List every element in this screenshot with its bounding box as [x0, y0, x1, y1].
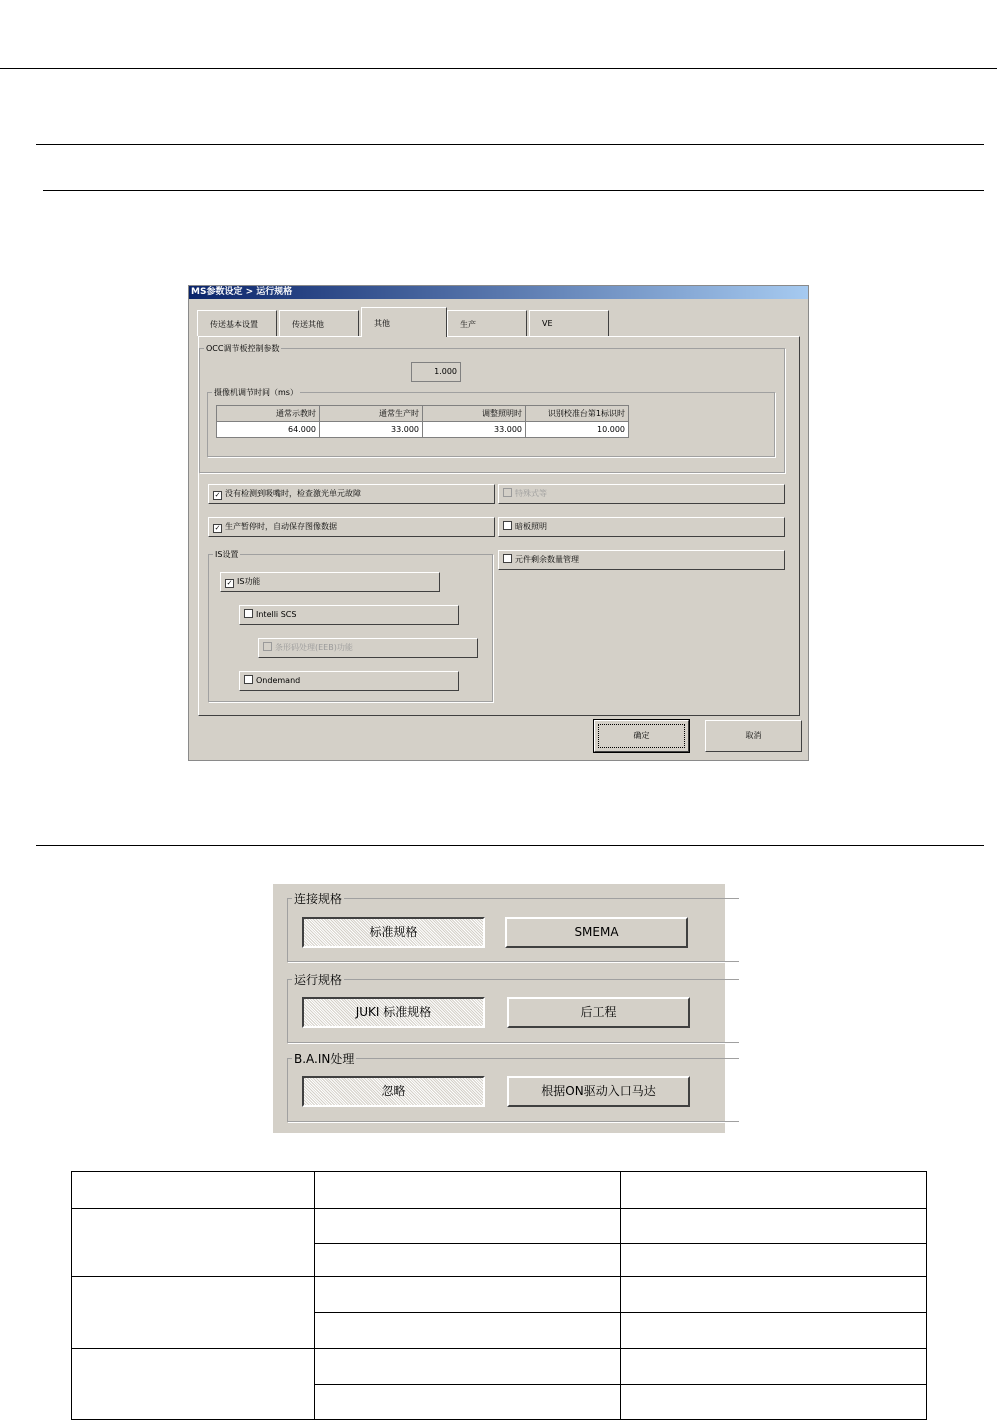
bain-processing-label: B.A.IN处理 — [294, 1052, 355, 1066]
special-check-checkbox — [498, 484, 785, 504]
camera-header: 通常示教时 — [217, 406, 320, 422]
occ-value-field: 1.000 — [411, 362, 461, 382]
checkbox-box — [244, 675, 253, 684]
table-cell — [621, 1277, 927, 1313]
ms-parameter-dialog — [188, 285, 809, 761]
tab-ve[interactable] — [529, 310, 609, 336]
camera-time-group — [207, 388, 775, 457]
operation-spec-group — [287, 973, 739, 1043]
checkbox-box — [244, 609, 253, 618]
ok-button[interactable] — [594, 720, 689, 752]
ondemand-checkbox[interactable] — [239, 671, 459, 691]
tab-transfer-basic[interactable] — [197, 310, 277, 336]
remaining-parts-checkbox[interactable] — [498, 550, 785, 570]
bain-processing-group — [287, 1052, 739, 1122]
checkbox-label: IS功能 — [237, 577, 261, 586]
table-cell — [315, 1277, 621, 1313]
table-cell — [315, 1209, 621, 1244]
table-cell — [621, 1209, 927, 1244]
is-settings-group — [208, 550, 493, 702]
operation-spec-label: 运行规格 — [294, 973, 343, 987]
checkbox-box — [263, 642, 272, 651]
tab-transfer-other[interactable] — [279, 310, 359, 336]
table-cell — [72, 1349, 315, 1420]
table-cell — [315, 1349, 621, 1385]
section-rule-2 — [43, 190, 984, 191]
camera-value-cell[interactable]: 10.000 — [526, 422, 629, 438]
checkbox-box: ✓ — [214, 491, 221, 499]
camera-group-label: 摄像机调节时间（ms） — [214, 388, 298, 397]
checkbox-box: ✓ — [214, 524, 221, 532]
table-cell — [72, 1209, 315, 1277]
table-cell — [315, 1172, 621, 1209]
tab-label: 传送基本设置 — [210, 320, 258, 329]
camera-value-cell[interactable]: 33.000 — [320, 422, 423, 438]
backlight-checkbox[interactable] — [498, 517, 785, 537]
tab-label: VE — [542, 319, 553, 328]
auto-save-checkbox[interactable] — [208, 517, 495, 537]
smema-button[interactable]: SMEMA — [505, 917, 688, 948]
is-group-label: IS设置 — [215, 550, 239, 559]
laser-check-checkbox[interactable] — [208, 484, 495, 504]
checkbox-label: 条形码处理(EEB)功能 — [275, 643, 353, 652]
table-cell — [315, 1313, 621, 1349]
checkbox-box — [503, 521, 512, 530]
checkbox-label: 特殊式等 — [515, 489, 547, 498]
checkbox-label: 没有检测到吸嘴时，检查激光单元故障 — [225, 489, 361, 498]
checkbox-label: 暗板照明 — [515, 522, 547, 531]
occ-group-label: OCC调节板控制参数 — [206, 344, 280, 353]
focus-ring — [598, 724, 685, 748]
table-cell — [621, 1313, 927, 1349]
ignore-button[interactable]: 忽略 — [302, 1076, 485, 1107]
checkbox-label: Ondemand — [256, 676, 301, 685]
drive-entrance-motor-button[interactable]: 根据ON驱动入口马达 — [507, 1076, 690, 1107]
table-row — [72, 1172, 927, 1209]
tab-label: 其他 — [374, 319, 390, 328]
section-rule-3 — [36, 845, 984, 846]
standard-spec-button[interactable]: 标准规格 — [302, 917, 485, 948]
tab-production[interactable] — [447, 310, 527, 336]
camera-header: 识别校准台第1标识时 — [526, 406, 629, 422]
table-cell — [72, 1277, 315, 1349]
checkbox-box — [503, 488, 512, 497]
table-cell — [621, 1244, 927, 1277]
table-cell — [315, 1244, 621, 1277]
cancel-button-label: 取消 — [745, 731, 762, 740]
camera-value-cell[interactable]: 64.000 — [217, 422, 320, 438]
tab-label: 生产 — [460, 320, 476, 329]
table-cell — [315, 1385, 621, 1420]
table-row — [72, 1277, 927, 1313]
connection-spec-group — [287, 892, 739, 962]
cancel-button[interactable] — [705, 720, 802, 752]
post-process-button[interactable]: 后工程 — [507, 997, 690, 1028]
connection-spec-label: 连接规格 — [294, 892, 343, 906]
checkbox-label: 元件剩余数量管理 — [515, 555, 579, 564]
barcode-function-checkbox — [258, 638, 478, 658]
table-cell — [621, 1349, 927, 1385]
ok-button-label: 确定 — [633, 731, 650, 740]
camera-header: 通常生产时 — [320, 406, 423, 422]
table-cell — [621, 1385, 927, 1420]
camera-time-table — [216, 405, 629, 438]
checkbox-box: ✓ — [226, 579, 233, 587]
header-rule — [0, 68, 997, 69]
table-row — [72, 1209, 927, 1244]
intelli-scs-checkbox[interactable] — [239, 605, 459, 625]
checkbox-label: Intelli SCS — [256, 610, 297, 619]
empty-spec-table — [71, 1171, 927, 1420]
table-cell — [621, 1172, 927, 1209]
checkbox-box — [503, 554, 512, 563]
camera-value-cell[interactable]: 33.000 — [423, 422, 526, 438]
tab-label: 传送其他 — [292, 320, 324, 329]
checkbox-label: 生产暂停时，自动保存图像数据 — [225, 522, 337, 531]
table-row — [72, 1349, 927, 1385]
table-cell — [72, 1172, 315, 1209]
dialog-title: MS参数设定 > 运行规格 — [189, 286, 808, 299]
tab-pane-other — [198, 336, 800, 716]
tab-other[interactable] — [361, 307, 447, 337]
spec-panel — [273, 884, 725, 1133]
is-function-checkbox[interactable] — [220, 572, 440, 592]
juki-standard-button[interactable]: JUKI 标准规格 — [302, 997, 485, 1028]
occ-group — [199, 344, 785, 473]
camera-header: 调整照明时 — [423, 406, 526, 422]
section-rule-1 — [36, 144, 984, 145]
